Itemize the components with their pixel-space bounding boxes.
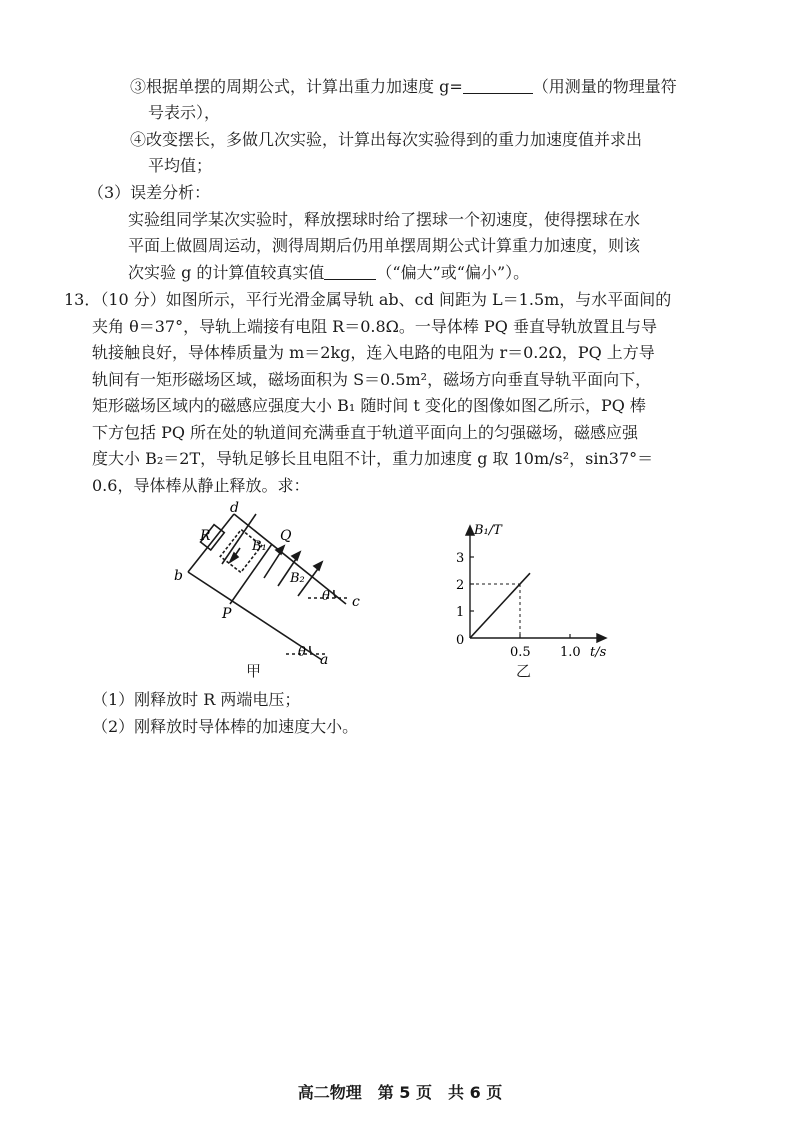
- q13-line3: 轨接触良好，导体棒质量为 m＝2kg，连入电路的电阻为 r＝0.2Ω，PQ 上方导: [92, 343, 655, 362]
- q12-step3-line2: 号表示），: [148, 103, 221, 122]
- figure-yi-graph: [420, 520, 620, 670]
- label-d: d: [230, 500, 239, 516]
- q12-part3-heading: （3）误差分析：: [88, 183, 211, 202]
- label-b1: B₁: [252, 539, 267, 554]
- q13-sub1: （1）刚释放时 R 两端电压；: [92, 690, 301, 709]
- origin-label: 0: [456, 633, 465, 648]
- q12-step4-line2: 平均值；: [148, 156, 213, 175]
- label-q: Q: [280, 528, 292, 544]
- y-axis-arrow: [466, 526, 474, 535]
- x-axis-label: t/s: [590, 645, 607, 660]
- q13-sub2: （2）刚释放时导体棒的加速度大小。: [92, 717, 359, 736]
- q13-line6: 下方包括 PQ 所在处的轨道间充满垂直于轨道平面向上的匀强磁场，磁感应强: [92, 423, 639, 442]
- q12-part3-line1: 实验组同学某次实验时，释放摆球时给了摆球一个初速度，使得摆球在水: [128, 210, 641, 229]
- label-theta-a: θ: [298, 645, 306, 660]
- q13-line8: 0.6，导体棒从静止释放。求：: [92, 476, 310, 495]
- q12-part3-line2: 平面上做圆周运动，测得周期后仍用单摆周期公式计算重力加速度，则该: [128, 236, 641, 255]
- page-footer: 高二物理 第 5 页 共 6 页: [297, 1083, 503, 1102]
- figure-jia-caption: 甲: [246, 662, 262, 680]
- q12-step3-line1: ③根据单摆的周期公式，计算出重力加速度 g= （用测量的物理量符: [130, 77, 677, 96]
- q13-line4: 轨间有一矩形磁场区域，磁场面积为 S＝0.5m²，磁场方向垂直导轨平面向下，: [92, 370, 652, 389]
- label-a: a: [320, 652, 329, 668]
- y-tick-label: 3: [456, 551, 465, 566]
- label-p: P: [222, 606, 232, 622]
- series-line-0: [470, 573, 530, 638]
- q13-line7: 度大小 B₂＝2T，导轨足够长且电阻不计，重力加速度 g 取 10m/s²，sin37°＝: [92, 449, 654, 468]
- label-b: b: [174, 568, 183, 584]
- y-tick-label: 1: [456, 605, 465, 620]
- x-axis-arrow: [597, 634, 606, 642]
- q13-line1: 13．（10 分）如图所示，平行光滑金属导轨 ab、cd 间距为 L＝1.5m，与水平面间的: [64, 290, 672, 309]
- label-b2: B₂: [290, 571, 305, 586]
- label-r: R: [200, 528, 211, 544]
- answer-blank-g[interactable]: [463, 77, 533, 94]
- figure-jia: [160, 500, 400, 680]
- q13-line2: 夹角 θ＝37°，导轨上端接有电阻 R＝0.8Ω。一导体棒 PQ 垂直导轨放置且与导: [92, 317, 657, 336]
- answer-blank-bias[interactable]: [324, 263, 376, 280]
- q13-line5: 矩形磁场区域内的磁感应强度大小 B₁ 随时间 t 变化的图像如图乙所示，PQ 棒: [92, 396, 646, 415]
- q12-step4-line1: ④改变摆长，多做几次实验，计算出每次实验得到的重力加速度值并求出: [130, 130, 643, 149]
- figure-yi-caption: 乙: [516, 662, 532, 680]
- x-tick-label: 1.0: [560, 645, 581, 660]
- y-axis-label: B₁/T: [474, 523, 502, 538]
- y-tick-label: 2: [456, 578, 465, 593]
- label-c: c: [352, 594, 360, 610]
- x-tick-label: 0.5: [510, 645, 531, 660]
- label-theta-c: θ: [322, 589, 330, 604]
- q12-part3-line3: 次实验 g 的计算值较真实值 （“偏大”或“偏小”）。: [128, 263, 530, 282]
